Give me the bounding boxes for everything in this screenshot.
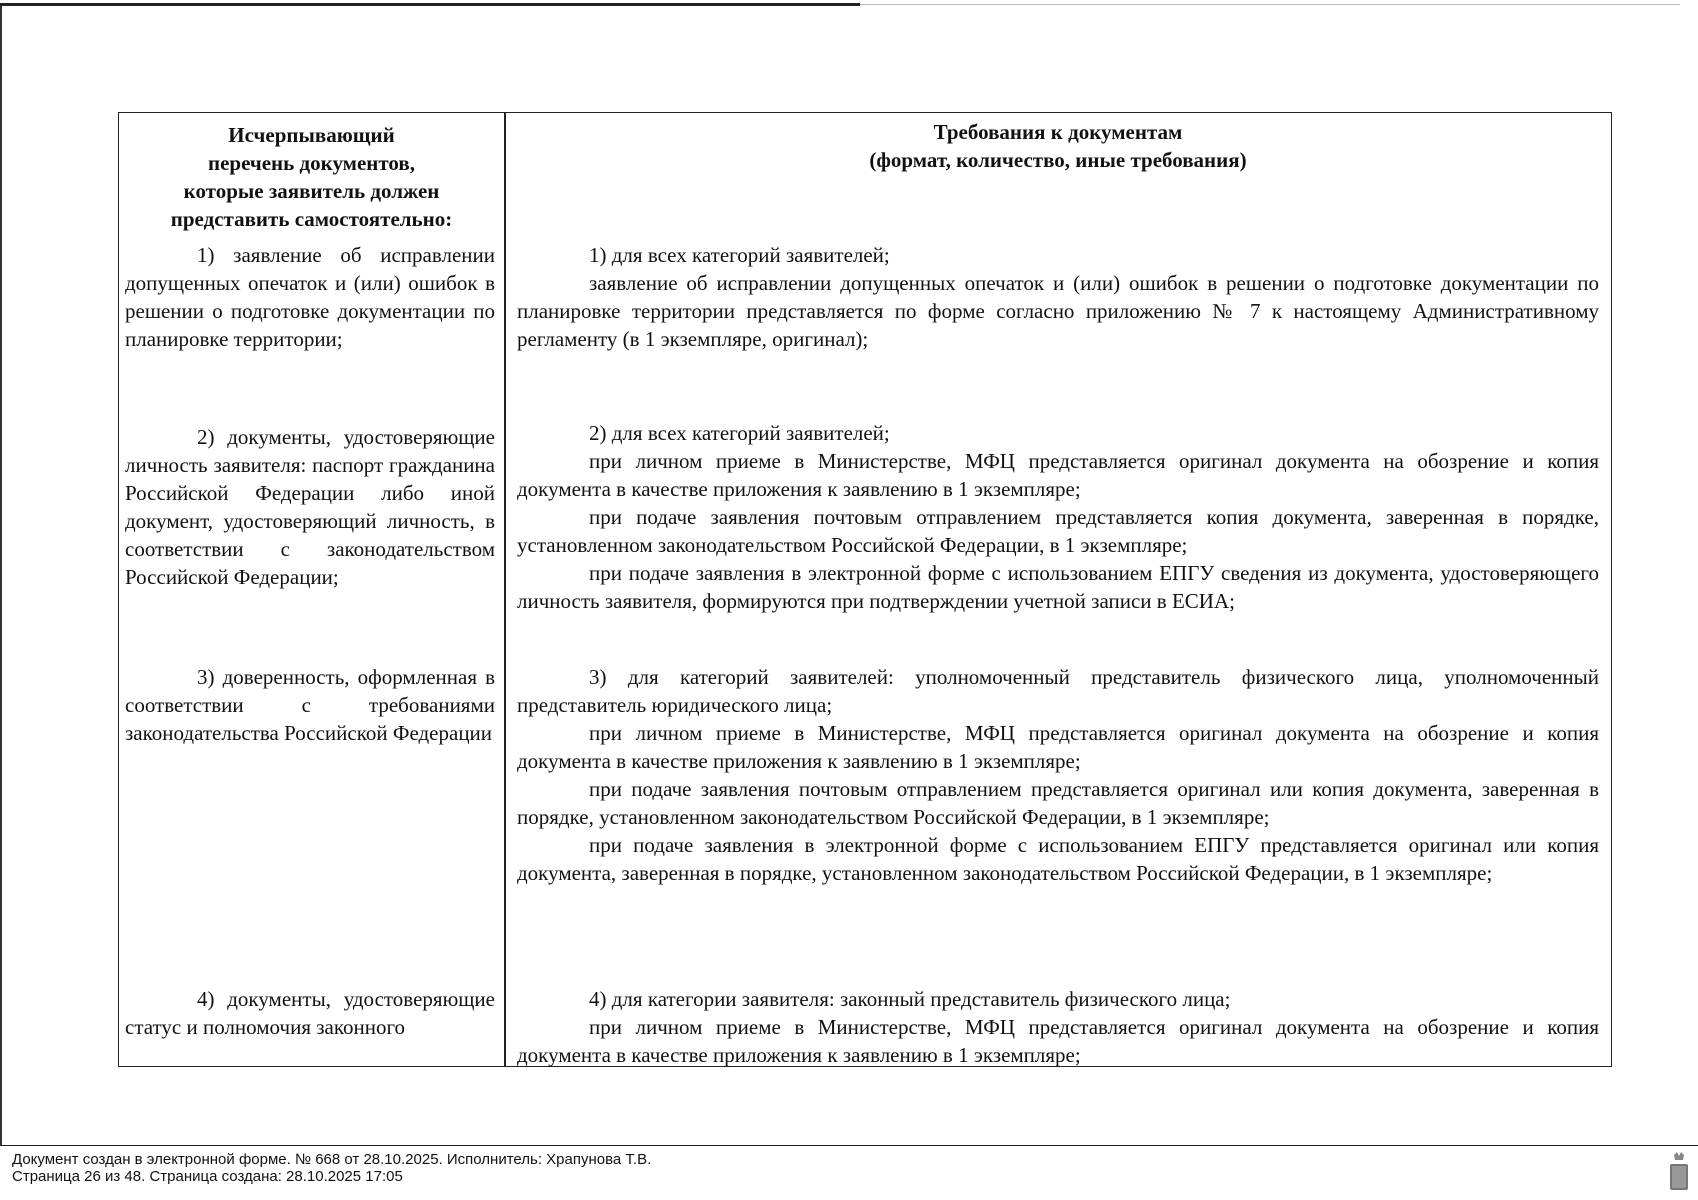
row-1-document-text: 1) заявление об исправлении допущенных опечаток и (или) ошибок в решении о подготовке документации по планировке территории; [125,243,495,351]
row-2-document-text: 2) документы, удостоверяющие личность заявителя: паспорт гражданина Российской Федерации либо иной документ, удостоверяющий личность, в соответствии с законодательством Российской Федерации; [125,425,495,589]
row-1-requirements [517,241,1599,353]
scan-border-top [0,3,860,6]
header-documents-list [119,121,504,233]
row-3-requirements [517,663,1599,887]
row-2-requirements [517,419,1599,615]
row-2-req-para: при подаче заявления в электронной форме с использованием ЕПГУ сведения из документа, удостоверяющего личность заявителя, формируются при подтверждении учетной записи в ЕСИА; [517,561,1599,613]
header-requirements [505,118,1611,174]
row-3-req-para: при подаче заявления почтовым отправлением представляется оригинал или копия документа, заверенная в порядке, установленном законодательством Российской Федерации, в 1 экземпляре; [517,777,1599,829]
row-2-req-para: при подаче заявления почтовым отправлением представляется копия документа, заверенная в порядке, установленном законодательством Российской Федерации, в 1 экземпляре; [517,505,1599,557]
row-2-req-para: при личном приеме в Министерстве, МФЦ представляется оригинал документа на обозрение и копия документа в качестве приложения к заявлению в 1 экземпляре; [517,449,1599,501]
header-right-line: Требования к документам [933,120,1183,144]
row-4-req-para: 4) для категории заявителя: законный представитель физического лица; [589,987,1231,1011]
document-footer [12,1151,651,1185]
row-1-req-para: 1) для всех категорий заявителей; [589,243,890,267]
row-4-req-para: при личном приеме в Министерстве, МФЦ представляется оригинал документа на обозрение и копия документа в качестве приложения к заявлению в 1 экземпляре; [517,1015,1599,1067]
header-left-line: представить самостоятельно: [170,207,453,231]
scan-border-top-faint [860,4,1680,5]
row-2-req-para: 2) для всех категорий заявителей; [589,421,890,445]
row-3-req-para: 3) для категорий заявителей: уполномоченный представитель физического лица, уполномоченный представитель юридического лица; [517,665,1599,717]
row-4-document [125,985,495,1041]
row-4-requirements [517,985,1599,1069]
header-right-line: (формат, количество, иные требования) [869,148,1247,172]
column-divider [504,113,506,1066]
row-3-req-para: при подаче заявления в электронной форме с использованием ЕПГУ представляется оригинал или копия документа, заверенная в порядке, установленном законодательством Российской Федерации, в 1 экземпляре; [517,833,1599,885]
row-2-document [125,423,495,591]
row-1-req-para: заявление об исправлении допущенных опечаток и (или) ошибок в решении о подготовке документации по планировке территории представляется по форме согласно приложению № 7 к настоящему Административному регламенту (в 1 экземпляре, оригинал); [517,271,1599,351]
header-left-line: которые заявитель должен [183,179,440,203]
header-left-line: Исчерпывающий [228,123,395,147]
footer-doc-info: Документ создан в электронной форме. № 668 от 28.10.2025. Исполнитель: Храпунова Т.В. [12,1151,652,1168]
requirements-table [118,112,1612,1067]
row-3-document [125,663,495,747]
footer-divider [0,1145,1698,1146]
row-3-req-para: при личном приеме в Министерстве, МФЦ представляется оригинал документа на обозрение и копия документа в качестве приложения к заявлению в 1 экземпляре; [517,721,1599,773]
row-1-document [125,241,495,353]
footer-page-info: Страница 26 из 48. Страница создана: 28.10.2025 17:05 [12,1168,403,1185]
row-4-document-text: 4) документы, удостоверяющие статус и полномочия законного [125,987,495,1039]
scan-border-left [0,6,2,1146]
document-stamp-icon [1668,1152,1690,1192]
row-3-document-text: 3) доверенность, оформленная в соответствии с требованиями законодательства Российской Федерации [125,665,495,745]
header-left-line: перечень документов, [208,151,415,175]
